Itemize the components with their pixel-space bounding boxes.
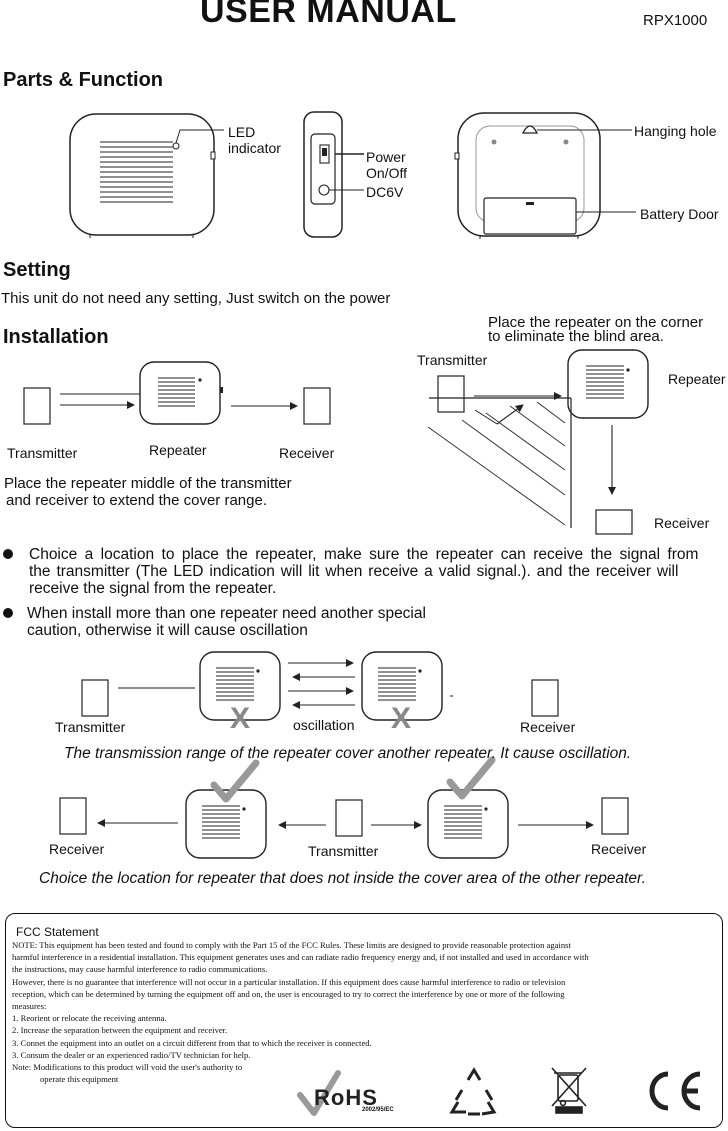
corner-caption-line2: to eliminate the blind area. [488,328,664,345]
repeater-back-view [455,113,636,239]
bullet2-line2: caution, otherwise it will cause oscillation [27,622,308,639]
installation-caption-line1: Place the repeater middle of the transmitter [4,475,292,492]
fcc-line: However, there is no guarantee that interference will not occur in a particular installation. If this equipment does cause harmful interference to radio or television [12,976,566,987]
setting-text: This unit do not need any setting, Just switch on the power [1,290,391,307]
fcc-line: 3. Connet the equipment into an outlet on a circuit different from that to which the receiver is connected. [12,1037,372,1048]
rohs-code: 2002/95/EC [362,1107,394,1113]
fcc-line: 2. Increase the separation between the equipment and receiver. [12,1025,228,1036]
power-label-line2: On/Off [366,165,407,181]
x-mark-icon: X [230,702,251,735]
x-mark-icon: X [391,702,412,735]
osc-label-receiver: Receiver [520,719,576,735]
oscillation-caption: The transmission range of the repeater cover another repeater. It cause oscillation. [64,745,632,762]
led-label-line1: LED [228,124,256,140]
oscillation-diagram [82,652,558,720]
fcc-title: FCC Statement [16,925,99,939]
bullet-dot [3,549,13,559]
corner-label-receiver: Receiver [654,515,710,531]
corner-label-transmitter: Transmitter [417,352,488,368]
fcc-note-line1: Note: Modifications to this product will void the user's authority to [12,1062,243,1073]
rohs-text: RoHS [314,1085,378,1110]
installation-heading: Installation [3,326,109,348]
fcc-line: reception, which can be determined by turning the equipment off and on, the user is encouraged to try to correct the interference by one or more of the following [12,988,565,999]
fcc-note-line2: operate this equipment [40,1074,119,1085]
corner-label-repeater: Repeater [668,371,726,387]
fcc-line: measures: [12,1001,47,1012]
correct-label-receiver-left: Receiver [49,841,105,857]
repeater-side-view [304,112,364,237]
battery-door-label: Battery Door [640,206,719,222]
corner-caption-line1: Place the repeater on the corner [488,314,704,331]
installation-caption-line2: and receiver to extend the cover range. [6,492,267,509]
osc-label-transmitter: Transmitter [55,719,126,735]
repeater-front-view [70,114,224,238]
correct-label-transmitter: Transmitter [308,843,379,859]
fcc-line: 1. Reorient or relocate the receiving antenna. [12,1013,167,1024]
fcc-text [12,939,714,1085]
installation-linear-diagram [24,362,330,424]
osc-label-oscillation: oscillation [293,717,355,733]
bullet1-line2: the transmitter (The LED indication will lit when receive a valid signal.). and the receiver will [29,563,679,580]
correct-caption: Choice the location for repeater that does not inside the cover area of the other repeater. [39,870,646,887]
power-label-line1: Power [366,149,406,165]
installation-corner-diagram [428,350,648,534]
fcc-line: harmful interference in a residential installation. This equipment generates uses and can radiate radio frequency energy and, if not installed and used in accordance with [12,952,589,963]
fcc-line: NOTE: This equipment has been tested and found to comply with the Part 15 of the FCC Rules. These limits are designed to provide reasonable protection against [12,940,571,950]
parts-heading: Parts & Function [3,69,164,91]
fcc-line: 3. Consum the dealer or an experienced radio/TV technician for help. [12,1049,251,1060]
correct-label-receiver-right: Receiver [591,841,647,857]
led-label-line2: indicator [228,140,281,156]
label-repeater: Repeater [149,442,207,458]
fcc-line: the instructions, may cause harmful interference to radio communications. [12,964,268,975]
dc-label: DC6V [366,184,404,200]
hanging-hole-label: Hanging hole [634,123,717,139]
label-receiver: Receiver [279,445,335,461]
bullet1-line1: Choice a location to place the repeater, make sure the repeater can receive the signal from [29,546,699,563]
setting-heading: Setting [3,259,71,281]
bullet-dot [3,608,13,618]
label-transmitter: Transmitter [7,445,78,461]
bullet1-line3: receive the signal from the repeater. [29,580,277,597]
model-number: RPX1000 [643,12,708,29]
bullet2-line1: When install more than one repeater need another special [27,605,426,622]
page-title: USER MANUAL [200,0,457,30]
